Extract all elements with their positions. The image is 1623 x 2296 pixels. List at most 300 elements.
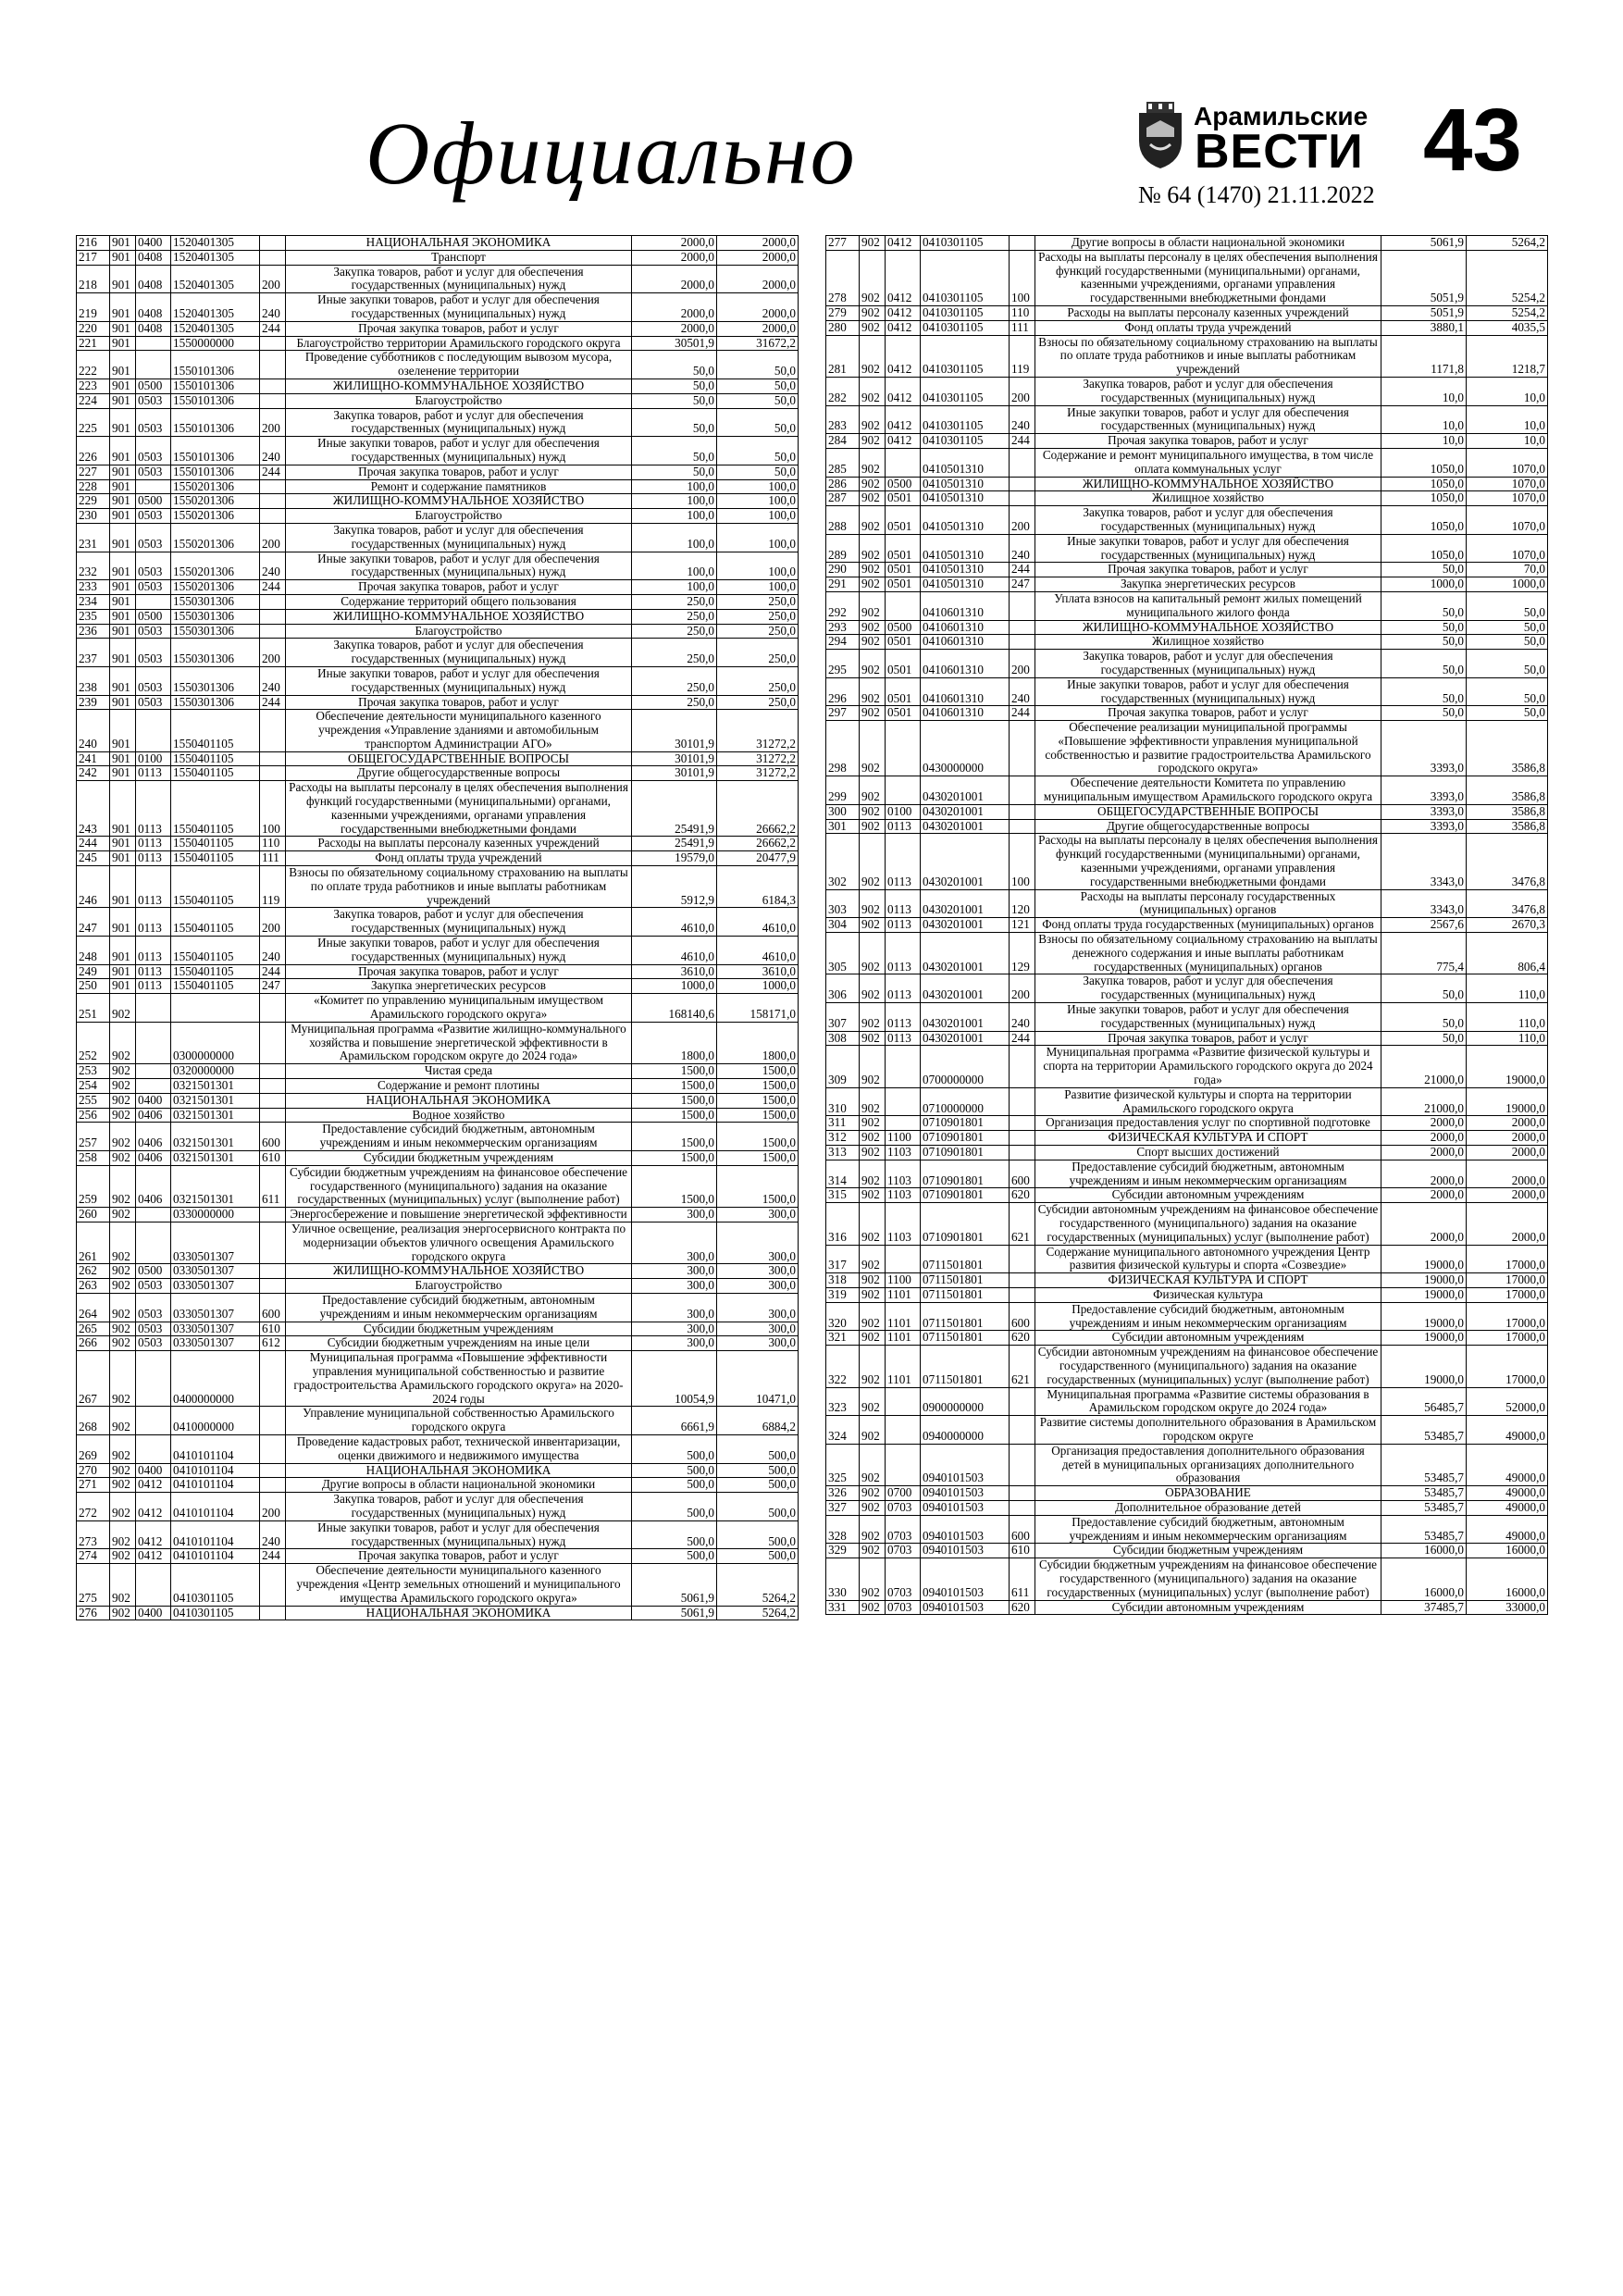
admin-code: 901 [110, 509, 136, 524]
expense-type [260, 1108, 286, 1123]
expense-type: 600 [1010, 1160, 1035, 1188]
row-number: 319 [826, 1287, 860, 1302]
amount-2024: 16000,0 [1467, 1558, 1548, 1600]
row-number: 230 [77, 509, 110, 524]
item-name: Спорт высших достижений [1035, 1146, 1381, 1160]
admin-code: 901 [110, 393, 136, 408]
item-name: Иные закупки товаров, работ и услуг для обеспечения государственных (муниципальных) нужд [1035, 534, 1381, 563]
amount-2024: 6184,3 [717, 866, 799, 908]
section-code: 0500 [886, 477, 921, 491]
table-row [826, 1346, 1548, 1387]
row-number: 295 [826, 650, 860, 678]
admin-code: 901 [110, 321, 136, 336]
item-name: Обеспечение деятельности муниципального казенного учреждения «Центр земельных отношений и муниципального имущества Арамильского городского округа» [286, 1564, 632, 1606]
expense-type [1010, 1287, 1035, 1302]
table-row [77, 1606, 799, 1620]
row-number: 291 [826, 577, 860, 592]
section-code [136, 1222, 171, 1263]
section-code: 0501 [886, 650, 921, 678]
table-row [826, 1387, 1548, 1416]
table-row [77, 250, 799, 265]
row-number: 256 [77, 1108, 110, 1123]
expense-type: 200 [1010, 377, 1035, 405]
amount-2023: 3393,0 [1381, 776, 1467, 805]
expense-type: 200 [260, 639, 286, 667]
expense-type: 610 [260, 1322, 286, 1336]
amount-2024: 31272,2 [717, 766, 799, 781]
amount-2024: 4035,5 [1467, 320, 1548, 335]
row-number: 243 [77, 781, 110, 837]
table-row [77, 1093, 799, 1108]
table-row [77, 666, 799, 695]
table-row [77, 1208, 799, 1222]
admin-code: 902 [860, 1558, 886, 1600]
item-name: НАЦИОНАЛЬНАЯ ЭКОНОМИКА [286, 1606, 632, 1620]
target-article: 0410601310 [921, 620, 1010, 635]
row-number: 294 [826, 635, 860, 650]
target-article: 1550201306 [171, 523, 260, 552]
target-article: 0330501307 [171, 1222, 260, 1263]
admin-code: 902 [860, 1087, 886, 1116]
expense-type: 121 [1010, 918, 1035, 933]
admin-code: 902 [110, 1478, 136, 1493]
section-code: 0703 [886, 1500, 921, 1515]
admin-code: 901 [110, 937, 136, 965]
expense-type: 240 [1010, 677, 1035, 706]
target-article: 1550000000 [171, 336, 260, 351]
item-name: Другие общегосударственные вопросы [286, 766, 632, 781]
target-article: 0410501310 [921, 563, 1010, 577]
expense-type: 240 [260, 1520, 286, 1549]
item-name: Жилищное хозяйство [1035, 491, 1381, 506]
amount-2024: 49000,0 [1467, 1515, 1548, 1544]
item-name: Муниципальная программа «Повышение эффективности управления муниципальной собственностью и развитие градостроительства Арамильского городского округа» на 2020-2024 годы [286, 1351, 632, 1407]
admin-code: 902 [860, 1046, 886, 1087]
item-name: НАЦИОНАЛЬНАЯ ЭКОНОМИКА [286, 1463, 632, 1478]
table-row [77, 1549, 799, 1564]
admin-code: 901 [110, 851, 136, 866]
section-code: 1100 [886, 1273, 921, 1288]
expense-type [260, 379, 286, 393]
item-name: Фонд оплаты труда учреждений [1035, 320, 1381, 335]
item-name: Закупка товаров, работ и услуг для обеспечения государственных (муниципальных) нужд [1035, 974, 1381, 1003]
target-article: 1550401105 [171, 710, 260, 751]
row-number: 217 [77, 250, 110, 265]
amount-2023: 50,0 [1381, 591, 1467, 620]
row-number: 302 [826, 834, 860, 889]
target-article: 1550401105 [171, 751, 260, 766]
section-code: 0100 [886, 804, 921, 819]
amount-2024: 3586,8 [1467, 819, 1548, 834]
amount-2024: 250,0 [717, 624, 799, 639]
table-row [77, 1079, 799, 1094]
amount-2023: 10,0 [1381, 434, 1467, 449]
row-number: 216 [77, 236, 110, 251]
item-name: Водное хозяйство [286, 1108, 632, 1123]
expense-type: 244 [260, 695, 286, 710]
target-article: 0321501301 [171, 1123, 260, 1151]
amount-2024: 6884,2 [717, 1407, 799, 1435]
item-name: Прочая закупка товаров, работ и услуг [1035, 706, 1381, 721]
target-article [171, 994, 260, 1023]
expense-type: 611 [260, 1165, 286, 1207]
admin-code: 902 [860, 448, 886, 477]
expense-type [260, 766, 286, 781]
table-row [826, 1515, 1548, 1544]
amount-2024: 10,0 [1467, 405, 1548, 434]
admin-code: 901 [110, 437, 136, 465]
row-number: 257 [77, 1123, 110, 1151]
section-code: 0503 [136, 639, 171, 667]
item-name: Прочая закупка товаров, работ и услуг [286, 964, 632, 979]
section-code: 0406 [136, 1123, 171, 1151]
amount-2023: 50,0 [1381, 974, 1467, 1003]
amount-2023: 50,0 [632, 393, 717, 408]
amount-2024: 300,0 [717, 1208, 799, 1222]
expense-type [1010, 1146, 1035, 1160]
row-number: 261 [77, 1222, 110, 1263]
row-number: 320 [826, 1302, 860, 1331]
row-number: 290 [826, 563, 860, 577]
table-row [826, 1302, 1548, 1331]
table-row [826, 1116, 1548, 1131]
expense-type: 240 [260, 666, 286, 695]
item-name: Закупка товаров, работ и услуг для обеспечения государственных (муниципальных) нужд [286, 523, 632, 552]
amount-2024: 31272,2 [717, 710, 799, 751]
target-article: 0321501301 [171, 1165, 260, 1207]
row-number: 306 [826, 974, 860, 1003]
expense-type [260, 494, 286, 509]
section-code: 0412 [886, 236, 921, 251]
amount-2024: 49000,0 [1467, 1444, 1548, 1485]
item-name: ЖИЛИЩНО-КОММУНАЛЬНОЕ ХОЗЯЙСТВО [286, 494, 632, 509]
target-article: 0410501310 [921, 577, 1010, 592]
section-code: 0703 [886, 1544, 921, 1558]
target-article: 0710901801 [921, 1188, 1010, 1203]
section-code: 0703 [886, 1600, 921, 1615]
expense-type: 620 [1010, 1600, 1035, 1615]
admin-code: 902 [860, 236, 886, 251]
table-row [826, 563, 1548, 577]
section-code: 0503 [136, 552, 171, 580]
amount-2023: 1500,0 [632, 1079, 717, 1094]
item-name: Иные закупки товаров, работ и услуг для обеспечения государственных (муниципальных) нужд [286, 293, 632, 322]
admin-code: 902 [860, 1416, 886, 1445]
section-code: 0703 [886, 1558, 921, 1600]
target-article: 0430201001 [921, 804, 1010, 819]
amount-2024: 100,0 [717, 494, 799, 509]
target-article: 1550401105 [171, 866, 260, 908]
table-row [826, 1046, 1548, 1087]
amount-2024: 3586,8 [1467, 804, 1548, 819]
item-name: Субсидии бюджетным учреждениям на финансовое обеспечение государственного (муниципального) задания на оказание государственных (муниципальных) услуг (выполнение работ) [286, 1165, 632, 1207]
item-name: Субсидии автономным учреждениям на финансовое обеспечение государственного (муниципального) задания на оказание государственных (муниципальных) услуг (выполнение работ) [1035, 1346, 1381, 1387]
amount-2024: 100,0 [717, 523, 799, 552]
item-name: Уличное освещение, реализация энергосервисного контракта по модернизации объектов уличного освещения Арамильского городского округа [286, 1222, 632, 1263]
target-article: 1550301306 [171, 624, 260, 639]
item-name: Содержание муниципального автономного учреждения Центр развития физической культуры и спорта «Созвездие» [1035, 1245, 1381, 1273]
amount-2024: 2000,0 [1467, 1146, 1548, 1160]
target-article: 1550101306 [171, 465, 260, 479]
target-article: 0410601310 [921, 591, 1010, 620]
row-number: 239 [77, 695, 110, 710]
row-number: 227 [77, 465, 110, 479]
table-row [77, 1108, 799, 1123]
target-article: 0900000000 [921, 1387, 1010, 1416]
table-row [826, 974, 1548, 1003]
row-number: 259 [77, 1165, 110, 1207]
row-number: 281 [826, 335, 860, 377]
target-article: 0710901801 [921, 1146, 1010, 1160]
amount-2023: 50,0 [1381, 706, 1467, 721]
section-code [886, 1444, 921, 1485]
target-article: 1550101306 [171, 379, 260, 393]
admin-code: 902 [110, 1606, 136, 1620]
expense-type: 111 [1010, 320, 1035, 335]
item-name: Благоустройство [286, 624, 632, 639]
item-name: Закупка энергетических ресурсов [1035, 577, 1381, 592]
item-name: Иные закупки товаров, работ и услуг для обеспечения государственных (муниципальных) нужд [1035, 405, 1381, 434]
amount-2023: 5912,9 [632, 866, 717, 908]
amount-2023: 3880,1 [1381, 320, 1467, 335]
amount-2024: 1070,0 [1467, 534, 1548, 563]
target-article: 1550101306 [171, 351, 260, 379]
expense-type: 612 [260, 1336, 286, 1351]
row-number: 262 [77, 1264, 110, 1279]
amount-2024: 17000,0 [1467, 1273, 1548, 1288]
amount-2023: 50,0 [1381, 620, 1467, 635]
row-number: 244 [77, 837, 110, 851]
table-row [77, 351, 799, 379]
target-article: 0700000000 [921, 1046, 1010, 1087]
section-code: 0412 [886, 335, 921, 377]
admin-code: 902 [860, 1188, 886, 1203]
admin-code: 902 [860, 620, 886, 635]
table-row [77, 494, 799, 509]
target-article: 0410501310 [921, 448, 1010, 477]
amount-2023: 100,0 [632, 479, 717, 494]
budget-table-left [76, 235, 799, 1620]
amount-2023: 50,0 [632, 379, 717, 393]
target-article: 1550101306 [171, 393, 260, 408]
amount-2023: 3393,0 [1381, 804, 1467, 819]
amount-2023: 19000,0 [1381, 1302, 1467, 1331]
amount-2023: 1050,0 [1381, 506, 1467, 535]
table-row [826, 1544, 1548, 1558]
admin-code: 902 [860, 933, 886, 974]
coat-of-arms-icon [1134, 100, 1187, 170]
amount-2024: 2000,0 [717, 293, 799, 322]
admin-code: 902 [860, 320, 886, 335]
table-row [77, 1478, 799, 1493]
amount-2024: 500,0 [717, 1434, 799, 1463]
admin-code: 901 [110, 710, 136, 751]
table-row [77, 1064, 799, 1079]
table-row [826, 377, 1548, 405]
amount-2023: 50,0 [1381, 677, 1467, 706]
admin-code: 902 [860, 776, 886, 805]
amount-2024: 300,0 [717, 1322, 799, 1336]
item-name: Фонд оплаты труда государственных (муниципальных) органов [1035, 918, 1381, 933]
table-row [77, 1293, 799, 1322]
section-code: 0503 [136, 580, 171, 595]
amount-2024: 300,0 [717, 1293, 799, 1322]
row-number: 220 [77, 321, 110, 336]
row-number: 266 [77, 1336, 110, 1351]
table-row [826, 236, 1548, 251]
amount-2023: 2000,0 [1381, 1146, 1467, 1160]
admin-code: 902 [110, 1108, 136, 1123]
row-number: 265 [77, 1322, 110, 1336]
row-number: 250 [77, 979, 110, 994]
item-name: Прочая закупка товаров, работ и услуг [286, 695, 632, 710]
expense-type: 200 [260, 265, 286, 293]
row-number: 312 [826, 1131, 860, 1146]
row-number: 298 [826, 721, 860, 776]
section-code [136, 1079, 171, 1094]
expense-type: 110 [1010, 305, 1035, 320]
target-article: 0430201001 [921, 819, 1010, 834]
target-article: 1550101306 [171, 437, 260, 465]
row-number: 323 [826, 1387, 860, 1416]
row-number: 285 [826, 448, 860, 477]
row-number: 234 [77, 594, 110, 609]
table-row [77, 1151, 799, 1166]
amount-2023: 300,0 [632, 1336, 717, 1351]
amount-2024: 4610,0 [717, 908, 799, 937]
item-name: Прочая закупка товаров, работ и услуг [1035, 1031, 1381, 1046]
amount-2024: 70,0 [1467, 563, 1548, 577]
expense-type: 111 [260, 851, 286, 866]
row-number: 229 [77, 494, 110, 509]
table-row [77, 979, 799, 994]
section-code: 0408 [136, 293, 171, 322]
expense-type [1010, 1046, 1035, 1087]
admin-code: 902 [110, 1463, 136, 1478]
section-code: 0501 [886, 534, 921, 563]
target-article: 0410501310 [921, 534, 1010, 563]
target-article: 0410601310 [921, 706, 1010, 721]
admin-code: 902 [860, 1287, 886, 1302]
expense-type [260, 1463, 286, 1478]
section-code [136, 1434, 171, 1463]
amount-2023: 2000,0 [1381, 1131, 1467, 1146]
table-row [826, 635, 1548, 650]
table-row [77, 937, 799, 965]
row-number: 246 [77, 866, 110, 908]
amount-2024: 31672,2 [717, 336, 799, 351]
amount-2024: 5254,2 [1467, 250, 1548, 305]
row-number: 293 [826, 620, 860, 635]
admin-code: 902 [860, 1003, 886, 1032]
amount-2024: 52000,0 [1467, 1387, 1548, 1416]
table-row [826, 577, 1548, 592]
amount-2024: 50,0 [717, 351, 799, 379]
row-number: 280 [826, 320, 860, 335]
admin-code: 902 [860, 1346, 886, 1387]
admin-code: 902 [110, 1549, 136, 1564]
row-number: 236 [77, 624, 110, 639]
item-name: Иные закупки товаров, работ и услуг для обеспечения государственных (муниципальных) нужд [1035, 1003, 1381, 1032]
amount-2024: 26662,2 [717, 781, 799, 837]
amount-2023: 775,4 [1381, 933, 1467, 974]
table-row [77, 751, 799, 766]
amount-2023: 30501,9 [632, 336, 717, 351]
item-name: Благоустройство [286, 393, 632, 408]
amount-2024: 250,0 [717, 695, 799, 710]
admin-code: 902 [860, 1245, 886, 1273]
section-code [136, 1351, 171, 1407]
amount-2024: 1500,0 [717, 1123, 799, 1151]
item-name: Прочая закупка товаров, работ и услуг [286, 580, 632, 595]
section-code: 0500 [886, 620, 921, 635]
target-article: 0430201001 [921, 889, 1010, 918]
section-code: 0501 [886, 706, 921, 721]
item-name: Обеспечение деятельности Комитета по управлению муниципальным имуществом Арамильского городского округа [1035, 776, 1381, 805]
amount-2023: 300,0 [632, 1222, 717, 1263]
row-number: 307 [826, 1003, 860, 1032]
table-row [826, 1188, 1548, 1203]
expense-type [260, 1064, 286, 1079]
item-name: ЖИЛИЩНО-КОММУНАЛЬНОЕ ХОЗЯЙСТВО [286, 1264, 632, 1279]
amount-2023: 300,0 [632, 1264, 717, 1279]
amount-2023: 4610,0 [632, 908, 717, 937]
row-number: 231 [77, 523, 110, 552]
admin-code: 901 [110, 594, 136, 609]
section-code: 0412 [136, 1493, 171, 1521]
admin-code: 901 [110, 479, 136, 494]
target-article: 0940101503 [921, 1600, 1010, 1615]
item-name: Взносы по обязательному социальному страхованию на выплаты денежного содержания и иные выплаты работникам государственных (муниципальных) органов [1035, 933, 1381, 974]
amount-2024: 1500,0 [717, 1093, 799, 1108]
section-code: 0503 [136, 408, 171, 437]
section-code: 0113 [136, 908, 171, 937]
admin-code: 902 [110, 1022, 136, 1063]
amount-2024: 17000,0 [1467, 1302, 1548, 1331]
amount-2024: 20477,9 [717, 851, 799, 866]
section-code [136, 594, 171, 609]
item-name: Закупка товаров, работ и услуг для обеспечения государственных (муниципальных) нужд [286, 1493, 632, 1521]
item-name: Прочая закупка товаров, работ и услуг [286, 465, 632, 479]
item-name: ЖИЛИЩНО-КОММУНАЛЬНОЕ ХОЗЯЙСТВО [1035, 620, 1381, 635]
admin-code: 902 [860, 677, 886, 706]
amount-2023: 16000,0 [1381, 1558, 1467, 1600]
amount-2024: 1800,0 [717, 1022, 799, 1063]
table-row [826, 1031, 1548, 1046]
admin-code: 902 [110, 1293, 136, 1322]
section-code: 0113 [136, 937, 171, 965]
table-row [77, 437, 799, 465]
expense-type: 247 [1010, 577, 1035, 592]
item-name: НАЦИОНАЛЬНАЯ ЭКОНОМИКА [286, 236, 632, 251]
target-article: 0711501801 [921, 1346, 1010, 1387]
target-article: 0940101503 [921, 1444, 1010, 1485]
target-article: 1520401305 [171, 236, 260, 251]
expense-type [1010, 477, 1035, 491]
target-article: 1520401305 [171, 250, 260, 265]
amount-2023: 1050,0 [1381, 534, 1467, 563]
admin-code: 901 [110, 751, 136, 766]
row-number: 282 [826, 377, 860, 405]
table-row [826, 491, 1548, 506]
expense-type [260, 479, 286, 494]
expense-type [1010, 1486, 1035, 1501]
amount-2024: 1500,0 [717, 1151, 799, 1166]
expense-type [260, 1564, 286, 1606]
target-article: 0430000000 [921, 721, 1010, 776]
item-name: Закупка товаров, работ и услуг для обеспечения государственных (муниципальных) нужд [286, 408, 632, 437]
expense-type [1010, 1500, 1035, 1515]
